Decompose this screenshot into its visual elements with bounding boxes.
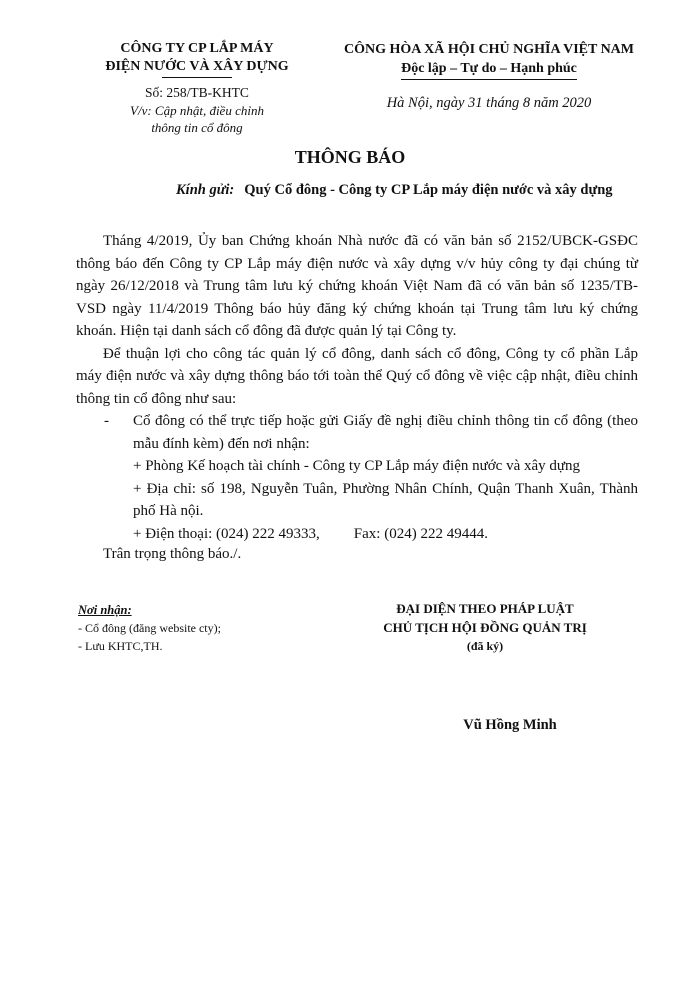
recipient-line [176, 182, 613, 199]
document-body [76, 230, 638, 545]
document-number: Số: 258/TB-KHTC [145, 85, 249, 100]
national-motto: Độc lập – Tự do – Hạnh phúc [401, 59, 577, 80]
sub-item-contact [76, 523, 638, 546]
recipients-item: - Lưu KHTC,TH. [78, 639, 163, 653]
issuer-block [72, 40, 322, 136]
signature-title-2: CHỦ TỊCH HỘI ĐỒNG QUẢN TRỊ [383, 620, 587, 635]
company-name-line1: CÔNG TY CP LẮP MÁY [120, 41, 274, 56]
company-name-line2: ĐIỆN NƯỚC VÀ XÂY DỰNG [105, 59, 289, 74]
recipients-item: - Cổ đông (đăng website cty); [78, 621, 221, 635]
signer-name: Vũ Hồng Minh [463, 717, 557, 733]
phone-text: + Điện thoại: (024) 222 49333, [133, 525, 320, 542]
signature-block [340, 599, 630, 656]
national-header [324, 40, 654, 113]
signature-note: (đã ký) [466, 639, 504, 653]
company-underline [162, 77, 232, 78]
sub-item-address: + Địa chỉ: số 198, Nguyễn Tuân, Phường Nhân Chính, Quận Thanh Xuân, Thành phố Hà nội. [133, 480, 638, 519]
closing-line: Trân trọng thông báo./. [103, 546, 242, 562]
bullet-dash: - [104, 413, 109, 429]
bullet-text: Cổ đông có thể trực tiếp hoặc gửi Giấy đề nghị điều chỉnh thông tin cổ đông (theo mẫu đính kèm) đến nơi nhận: [133, 413, 638, 452]
sub-item-department: + Phòng Kế hoạch tài chính - Công ty CP Lắp máy điện nước và xây dựng [133, 458, 581, 474]
fax-text: Fax: (024) 222 49444. [353, 525, 488, 542]
body-paragraph-2: Để thuận lợi cho công tác quản lý cổ đông, danh sách cổ đông, Công ty cổ phần Lắp máy điện nước và xây dựng thông báo tới toàn thể Quý cổ đông về việc cập nhật, điều chỉnh thông tin cổ đông như sau: [76, 345, 638, 407]
recipients-heading: Nơi nhận: [78, 603, 132, 617]
subject-line2: thông tin cổ đông [151, 120, 243, 135]
place-date: Hà Nội, ngày 31 tháng 8 năm 2020 [386, 95, 592, 111]
bullet-item [76, 410, 638, 455]
document-title: THÔNG BÁO [294, 147, 406, 167]
signature-title-1: ĐẠI DIỆN THEO PHÁP LUẬT [396, 601, 574, 616]
nation-name: CÔNG HÒA XÃ HỘI CHỦ NGHĨA VIỆT NAM [343, 42, 634, 57]
recipient-value: Quý Cổ đông - Công ty CP Lắp máy điện nước và xây dựng [244, 182, 613, 198]
recipients-block [78, 601, 221, 655]
recipient-label: Kính gửi: [176, 182, 235, 198]
subject-line1: V/v: Cập nhật, điều chỉnh [130, 103, 264, 118]
body-paragraph-1: Tháng 4/2019, Ủy ban Chứng khoán Nhà nước đã có văn bản số 2152/UBCK-GSĐC thông báo đến Công ty CP Lắp máy điện nước và xây dựng v/v hủy công ty đại chúng từ ngày 26/12/2018 và Trung tâm lưu ký chứng khoán Việt Nam đã có văn bản số 1235/TB-VSD ngày 11/4/2019 Thông báo hủy đăng ký chứng khoán tại Trung tâm lưu ký chứng khoán. Hiện tại danh sách cổ đông đã được quản lý tại Công ty. [76, 233, 638, 339]
